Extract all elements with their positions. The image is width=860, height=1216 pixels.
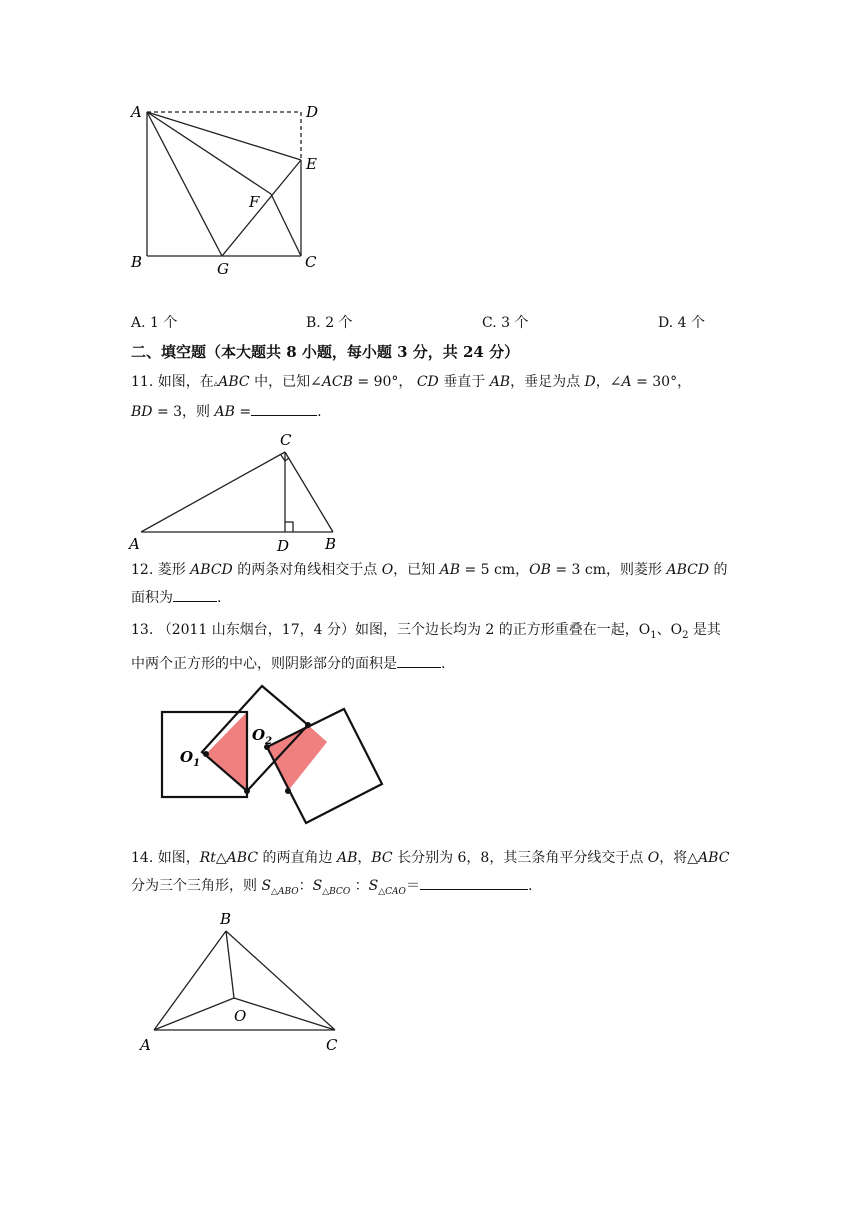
- label-D: D: [277, 537, 290, 555]
- figure-q10: [125, 98, 335, 283]
- label-O1: $O_1$: [180, 748, 201, 769]
- label-B: B: [131, 253, 143, 271]
- section-title: 二、填空题（本大题共 8 小题，每小题 3 分，共 24 分）: [131, 343, 520, 361]
- answer-blank-11[interactable]: [251, 399, 317, 416]
- question-12: [131, 556, 731, 612]
- question-14-line1: 14. 如图，Rt△ABC 的两直角边 AB，BC 长分别为 6，8，其三条角平分线交于点 O，将△ABC: [131, 850, 730, 866]
- question-14-line2: 分为三个三角形，则 $S_{\triangle ABO}$：$S_{\triangle BCO}$ ：$S_{\triangle CAO}=$ .: [131, 872, 741, 906]
- segment-CB: [285, 452, 333, 532]
- label-O: O: [234, 1007, 247, 1025]
- label-C: C: [280, 431, 292, 449]
- label-A: A: [129, 535, 140, 553]
- label-A: A: [131, 103, 142, 121]
- point-O1: [203, 751, 209, 757]
- point-corner-3: [285, 788, 291, 794]
- label-B: B: [220, 910, 232, 928]
- figure-q11: [125, 428, 355, 556]
- segment-GE: [222, 160, 301, 256]
- segment-CO: [234, 998, 335, 1030]
- segment-AG: [147, 112, 222, 256]
- choice-a: A. 1 个: [131, 315, 178, 331]
- answer-blank-12[interactable]: [173, 585, 217, 602]
- point-corner-2: [305, 722, 311, 728]
- label-A: A: [140, 1036, 151, 1054]
- question-11-line1: 11. 如图，在▵ABC 中，已知∠ACB = 90°， CD 垂直于 AB，垂足为点 D，∠A = 30°，: [131, 374, 692, 390]
- figure-q13: [150, 680, 395, 830]
- segment-AE: [147, 112, 301, 160]
- answer-blank-14[interactable]: [420, 873, 528, 890]
- question-12-line2: 面积为 .: [131, 584, 731, 612]
- question-11: [131, 368, 731, 426]
- label-O2: $O_2$: [252, 726, 273, 747]
- point-corner-1: [244, 788, 250, 794]
- choice-b: B. 2 个: [306, 315, 353, 331]
- answer-blank-13[interactable]: [397, 651, 441, 668]
- label-B: B: [325, 535, 337, 553]
- question-13-line1: 13. （2011 山东烟台，17，4 分）如图，三个边长均为 2 的正方形重叠在一起，$O_1$、$O_2$ 是其: [131, 622, 721, 641]
- shaded-region-2: [267, 725, 327, 791]
- choice-d: D. 4 个: [658, 315, 705, 331]
- label-C: C: [326, 1036, 338, 1054]
- label-D: D: [306, 103, 319, 121]
- segment-AC: [141, 452, 285, 532]
- question-11-line2: BD = 3，则 AB = .: [131, 398, 731, 426]
- question-13-line2: 中两个正方形的中心，则阴影部分的面积是 .: [131, 650, 741, 678]
- label-G: G: [217, 260, 229, 278]
- right-angle-mark-D: [285, 522, 293, 532]
- segment-BO: [226, 931, 234, 998]
- question-12-line1: 12. 菱形 ABCD 的两条对角线相交于点 O，已知 AB = 5 cm，OB = 3 cm，则菱形 ABCD 的: [131, 562, 728, 578]
- question-14: [131, 844, 741, 906]
- choice-c: C. 3 个: [482, 315, 529, 331]
- figure-q14: [130, 905, 355, 1055]
- segment-AF: [147, 112, 271, 194]
- question-13: [131, 616, 741, 678]
- label-E: E: [306, 155, 317, 173]
- label-F: F: [249, 193, 260, 211]
- label-C: C: [305, 253, 317, 271]
- segment-FC: [271, 194, 301, 256]
